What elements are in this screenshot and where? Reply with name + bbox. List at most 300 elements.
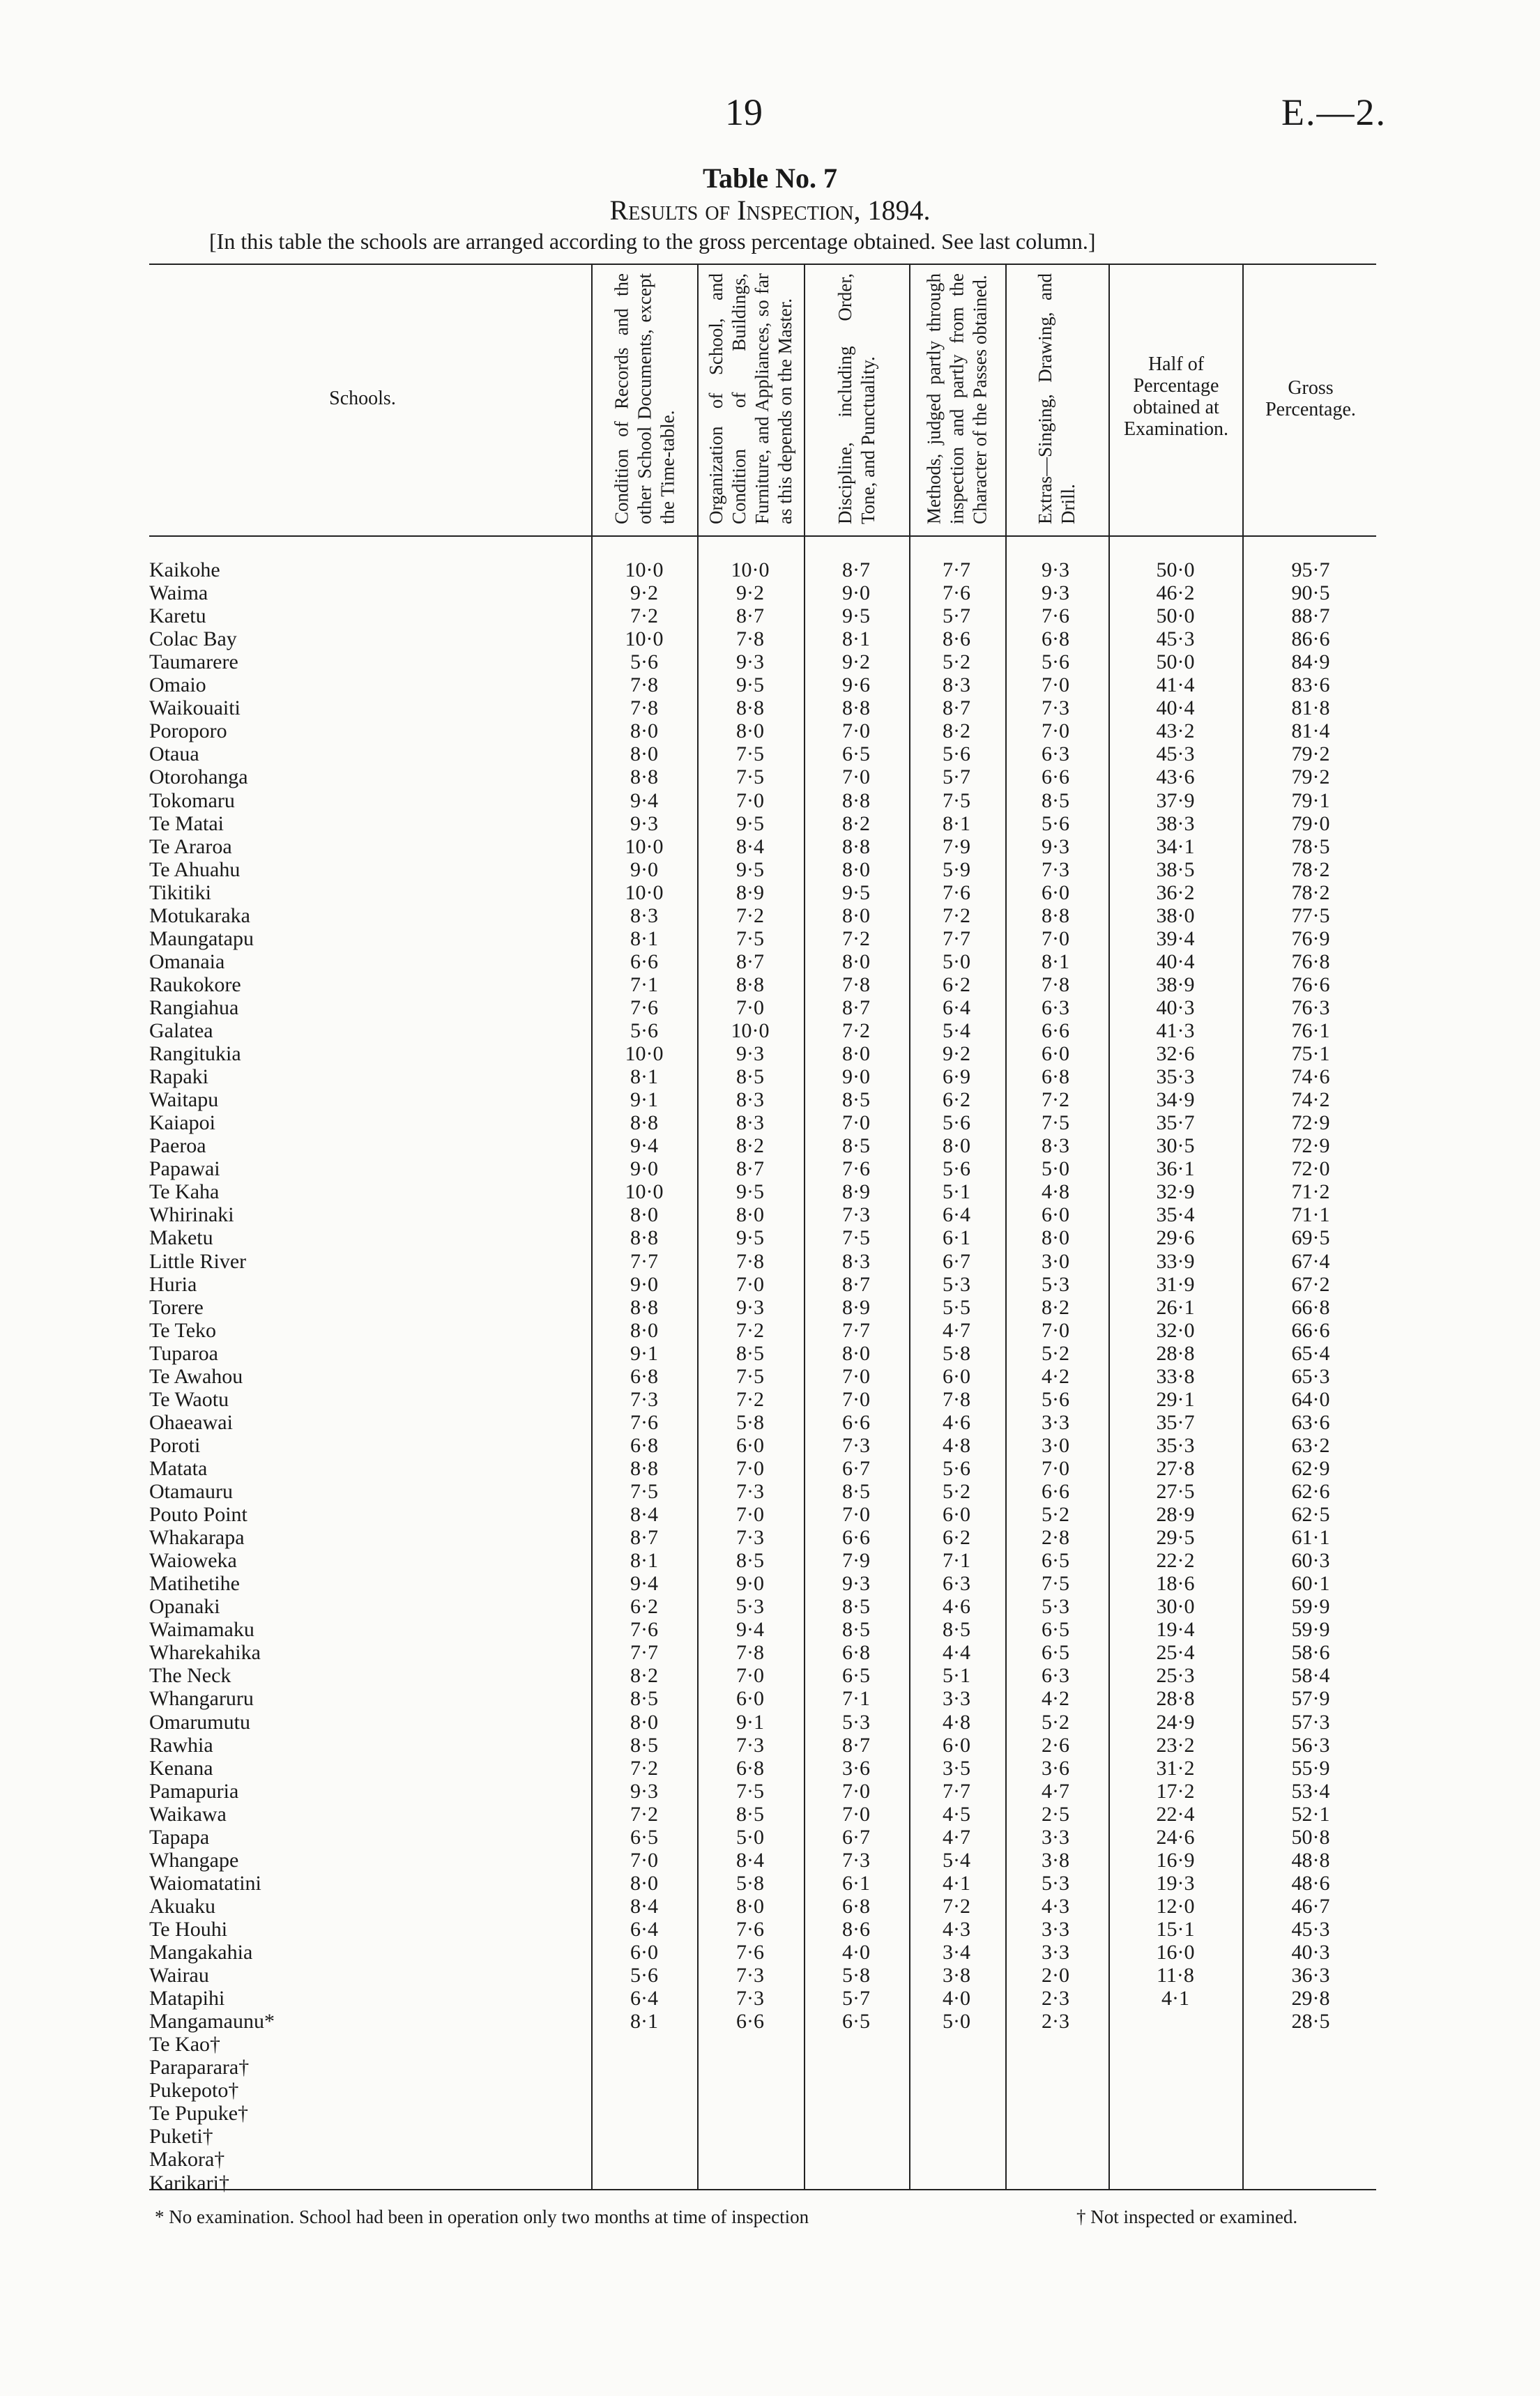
school-name: Te Houhi xyxy=(149,1917,228,1941)
score-cell: 7·0 xyxy=(1042,1456,1069,1480)
score-cell: 84·9 xyxy=(1291,650,1330,674)
score-cell: 8·0 xyxy=(630,1871,658,1895)
score-cell: 43·2 xyxy=(1156,719,1195,743)
score-cell: 25·3 xyxy=(1156,1664,1195,1688)
school-name: Wharekahika xyxy=(149,1641,261,1665)
score-cell: 8·7 xyxy=(842,995,870,1019)
score-cell: 29·5 xyxy=(1156,1526,1195,1550)
score-cell: 2·6 xyxy=(1042,1733,1069,1757)
score-cell: 6·5 xyxy=(842,1664,870,1688)
score-cell: 4·1 xyxy=(1161,1987,1189,2010)
score-cell: 12·0 xyxy=(1156,1894,1195,1918)
score-cell: 5·6 xyxy=(1042,811,1069,835)
school-name: Kenana xyxy=(149,1756,213,1780)
table-row xyxy=(0,1826,1540,1849)
score-cell: 8·2 xyxy=(736,1134,764,1158)
score-cell: 32·6 xyxy=(1156,1042,1195,1066)
score-cell: 38·0 xyxy=(1156,903,1195,927)
score-cell: 19·4 xyxy=(1156,1618,1195,1642)
score-cell: 8·0 xyxy=(943,1134,970,1158)
score-cell: 79·2 xyxy=(1291,765,1330,789)
score-cell: 7·2 xyxy=(736,1318,764,1342)
table-row xyxy=(0,1065,1540,1088)
score-cell: 5·6 xyxy=(1042,650,1069,674)
score-cell: 6·0 xyxy=(943,1364,970,1388)
table-row xyxy=(0,1365,1540,1388)
table-row xyxy=(0,1019,1540,1042)
score-cell: 8·4 xyxy=(630,1503,658,1527)
score-cell: 38·5 xyxy=(1156,857,1195,881)
table-row xyxy=(0,581,1540,604)
score-cell: 24·6 xyxy=(1156,1825,1195,1849)
table-row xyxy=(0,2079,1540,2102)
score-cell: 4·6 xyxy=(943,1410,970,1434)
school-name: Whakarapa xyxy=(149,1526,245,1550)
score-cell: 6·4 xyxy=(630,1987,658,2010)
score-cell: 8·2 xyxy=(1042,1295,1069,1319)
score-cell: 3·3 xyxy=(943,1687,970,1711)
score-cell: 6·2 xyxy=(943,1088,970,1112)
score-cell: 7·6 xyxy=(736,1941,764,1964)
table-row xyxy=(0,2033,1540,2056)
score-cell: 3·3 xyxy=(1042,1917,1069,1941)
school-name: Rangiahua xyxy=(149,995,239,1019)
score-cell: 7·8 xyxy=(842,972,870,996)
score-cell: 8·9 xyxy=(842,1295,870,1319)
score-cell: 7·5 xyxy=(736,765,764,789)
table-row xyxy=(0,1641,1540,1664)
score-cell: 3·6 xyxy=(842,1756,870,1780)
score-cell: 2·8 xyxy=(1042,1526,1069,1550)
score-cell: 3·6 xyxy=(1042,1756,1069,1780)
school-name: Waikouaiti xyxy=(149,696,241,720)
score-cell: 4·1 xyxy=(943,1871,970,1895)
score-cell: 95·7 xyxy=(1291,558,1330,581)
table-row xyxy=(0,1342,1540,1365)
score-cell: 71·1 xyxy=(1291,1203,1330,1227)
score-cell: 2·3 xyxy=(1042,2010,1069,2033)
table-row xyxy=(0,812,1540,835)
score-cell: 48·6 xyxy=(1291,1871,1330,1895)
score-cell: 7·0 xyxy=(842,1802,870,1826)
column-header-schools: Schools. xyxy=(329,388,396,409)
score-cell: 79·0 xyxy=(1291,811,1330,835)
score-cell: 33·8 xyxy=(1156,1364,1195,1388)
school-name: Tapapa xyxy=(149,1825,210,1849)
score-cell: 66·6 xyxy=(1291,1318,1330,1342)
score-cell: 6·6 xyxy=(842,1526,870,1550)
score-cell: 7·6 xyxy=(630,1618,658,1642)
table-row xyxy=(0,1780,1540,1803)
score-cell: 8·7 xyxy=(842,558,870,581)
score-cell: 5·6 xyxy=(943,1157,970,1181)
score-cell: 8·0 xyxy=(736,1894,764,1918)
score-cell: 30·5 xyxy=(1156,1134,1195,1158)
school-name: Wairau xyxy=(149,1964,209,1987)
score-cell: 6·0 xyxy=(1042,1203,1069,1227)
table-row xyxy=(0,1711,1540,1734)
score-cell: 6·6 xyxy=(842,1410,870,1434)
table-row xyxy=(0,2125,1540,2148)
school-name: Pouto Point xyxy=(149,1503,247,1527)
school-name: Matata xyxy=(149,1456,208,1480)
score-cell: 10·0 xyxy=(731,1019,770,1042)
table-row xyxy=(0,1618,1540,1641)
score-cell: 9·3 xyxy=(1042,581,1069,605)
series-code: E.—2. xyxy=(1281,91,1387,133)
score-cell: 8·8 xyxy=(630,1111,658,1135)
school-name: Mangamaunu* xyxy=(149,2010,275,2033)
score-cell: 6·4 xyxy=(630,1917,658,1941)
score-cell: 9·4 xyxy=(630,788,658,812)
score-cell: 7·2 xyxy=(630,604,658,628)
score-cell: 2·3 xyxy=(1042,1987,1069,2010)
score-cell: 62·5 xyxy=(1291,1503,1330,1527)
score-cell: 31·9 xyxy=(1156,1272,1195,1296)
score-cell: 2·0 xyxy=(1042,1964,1069,1987)
score-cell: 8·8 xyxy=(630,1295,658,1319)
school-name: Torere xyxy=(149,1295,204,1319)
score-cell: 6·5 xyxy=(1042,1641,1069,1665)
column-header-extras: Extras—Singing, Drawing, and Drill. xyxy=(1035,273,1078,524)
score-cell: 5·0 xyxy=(1042,1157,1069,1181)
table-row xyxy=(0,673,1540,696)
school-name: Papawai xyxy=(149,1157,220,1181)
score-cell: 9·5 xyxy=(736,673,764,697)
score-cell: 6·0 xyxy=(1042,880,1069,904)
score-cell: 10·0 xyxy=(625,834,664,858)
score-cell: 8·3 xyxy=(943,673,970,697)
table-row xyxy=(0,1964,1540,1987)
table-row xyxy=(0,1687,1540,1710)
school-name: Otamauru xyxy=(149,1480,233,1503)
score-cell: 76·3 xyxy=(1291,995,1330,1019)
score-cell: 74·6 xyxy=(1291,1065,1330,1089)
score-cell: 9·4 xyxy=(630,1134,658,1158)
table-row xyxy=(0,2010,1540,2033)
table-row xyxy=(0,904,1540,927)
score-cell: 4·2 xyxy=(1042,1364,1069,1388)
score-cell: 7·5 xyxy=(842,1226,870,1250)
score-cell: 6·2 xyxy=(630,1595,658,1619)
score-cell: 9·2 xyxy=(736,581,764,605)
score-cell: 8·9 xyxy=(842,1180,870,1204)
score-cell: 78·2 xyxy=(1291,880,1330,904)
school-name: Maketu xyxy=(149,1226,213,1250)
school-name: Paraparara† xyxy=(149,2056,250,2080)
score-cell: 7·0 xyxy=(736,1664,764,1688)
score-cell: 5·1 xyxy=(943,1180,970,1204)
school-name: Huria xyxy=(149,1272,197,1296)
score-cell: 6·8 xyxy=(736,1756,764,1780)
score-cell: 57·3 xyxy=(1291,1710,1330,1734)
score-cell: 11·8 xyxy=(1157,1964,1194,1987)
score-cell: 9·0 xyxy=(630,857,658,881)
school-name: Akuaku xyxy=(149,1894,215,1918)
school-name: Matapihi xyxy=(149,1987,225,2010)
score-cell: 35·3 xyxy=(1156,1433,1195,1457)
score-cell: 32·0 xyxy=(1156,1318,1195,1342)
score-cell: 10·0 xyxy=(625,558,664,581)
score-cell: 6·5 xyxy=(842,2010,870,2033)
score-cell: 8·4 xyxy=(630,1894,658,1918)
score-cell: 6·3 xyxy=(1042,995,1069,1019)
score-cell: 5·3 xyxy=(1042,1595,1069,1619)
score-cell: 9·0 xyxy=(842,581,870,605)
score-cell: 9·6 xyxy=(842,673,870,697)
score-cell: 81·8 xyxy=(1291,696,1330,720)
score-cell: 4·8 xyxy=(943,1710,970,1734)
score-cell: 7·0 xyxy=(630,1848,658,1872)
table-row xyxy=(0,1895,1540,1918)
school-name: Te Matai xyxy=(149,811,224,835)
score-cell: 7·3 xyxy=(1042,696,1069,720)
score-cell: 9·2 xyxy=(842,650,870,674)
score-cell: 7·0 xyxy=(1042,719,1069,743)
school-name: Poroti xyxy=(149,1433,201,1457)
table-row xyxy=(0,2172,1540,2195)
score-cell: 9·2 xyxy=(630,581,658,605)
table-row xyxy=(0,858,1540,881)
score-cell: 7·5 xyxy=(736,1364,764,1388)
score-cell: 7·0 xyxy=(842,1779,870,1803)
score-cell: 8·5 xyxy=(842,1618,870,1642)
column-header-records: Condition of Records and the other School Documents, except the Time-table. xyxy=(611,273,678,524)
score-cell: 3·4 xyxy=(943,1941,970,1964)
footnote-no-examination: * No examination. School had been in operation only two months at time of inspection xyxy=(155,2206,809,2227)
score-cell: 2·5 xyxy=(1042,1802,1069,1826)
score-cell: 5·2 xyxy=(943,1480,970,1503)
score-cell: 45·3 xyxy=(1156,742,1195,766)
score-cell: 7·0 xyxy=(842,719,870,743)
score-cell: 4·7 xyxy=(943,1318,970,1342)
table-row xyxy=(0,1434,1540,1457)
score-cell: 8·0 xyxy=(842,1042,870,1066)
table-row xyxy=(0,696,1540,719)
score-cell: 59·9 xyxy=(1291,1595,1330,1619)
score-cell: 5·6 xyxy=(630,1019,658,1042)
table-note: [In this table the schools are arranged according to the gross percentage obtained. See last column.] xyxy=(209,229,1096,254)
table-row xyxy=(0,1388,1540,1411)
score-cell: 90·5 xyxy=(1291,581,1330,605)
score-cell: 8·7 xyxy=(736,1157,764,1181)
score-cell: 28·9 xyxy=(1156,1503,1195,1527)
score-cell: 7·0 xyxy=(1042,673,1069,697)
score-cell: 5·4 xyxy=(943,1848,970,1872)
score-cell: 75·1 xyxy=(1291,1042,1330,1066)
score-cell: 63·2 xyxy=(1291,1433,1330,1457)
score-cell: 8·5 xyxy=(630,1687,658,1711)
school-name: Maungatapu xyxy=(149,926,254,950)
score-cell: 8·5 xyxy=(736,1065,764,1089)
score-cell: 8·0 xyxy=(736,719,764,743)
score-cell: 6·3 xyxy=(943,1572,970,1596)
score-cell: 5·6 xyxy=(943,742,970,766)
score-cell: 29·6 xyxy=(1156,1226,1195,1250)
score-cell: 81·4 xyxy=(1291,719,1330,743)
school-name: Omaio xyxy=(149,673,206,697)
score-cell: 56·3 xyxy=(1291,1733,1330,1757)
score-cell: 50·0 xyxy=(1156,558,1195,581)
score-cell: 7·6 xyxy=(736,1917,764,1941)
score-cell: 62·9 xyxy=(1291,1456,1330,1480)
score-cell: 5·7 xyxy=(842,1987,870,2010)
score-cell: 10·0 xyxy=(625,1042,664,1066)
score-cell: 7·9 xyxy=(842,1549,870,1573)
school-name: Te Kaha xyxy=(149,1180,220,1204)
score-cell: 8·1 xyxy=(630,1065,658,1089)
score-cell: 60·1 xyxy=(1291,1572,1330,1596)
table-row xyxy=(0,765,1540,788)
school-name: Makora† xyxy=(149,2148,225,2172)
school-name: Kaiapoi xyxy=(149,1111,215,1135)
score-cell: 7·8 xyxy=(1042,972,1069,996)
score-cell: 8·2 xyxy=(630,1664,658,1688)
score-cell: 65·4 xyxy=(1291,1341,1330,1365)
score-cell: 60·3 xyxy=(1291,1549,1330,1573)
score-cell: 7·7 xyxy=(943,926,970,950)
score-cell: 76·6 xyxy=(1291,972,1330,996)
score-cell: 8·0 xyxy=(842,1341,870,1365)
score-cell: 7·0 xyxy=(842,1387,870,1411)
score-cell: 5·4 xyxy=(943,1019,970,1042)
score-cell: 5·3 xyxy=(943,1272,970,1296)
table-row xyxy=(0,1203,1540,1226)
score-cell: 5·2 xyxy=(1042,1341,1069,1365)
score-cell: 8·7 xyxy=(842,1272,870,1296)
score-cell: 7·8 xyxy=(736,1249,764,1273)
score-cell: 6·0 xyxy=(736,1433,764,1457)
score-cell: 8·1 xyxy=(630,1549,658,1573)
score-cell: 6·8 xyxy=(630,1364,658,1388)
score-cell: 72·9 xyxy=(1291,1134,1330,1158)
score-cell: 46·2 xyxy=(1156,581,1195,605)
score-cell: 7·8 xyxy=(943,1387,970,1411)
school-name: Rapaki xyxy=(149,1065,208,1089)
school-name: Omanaia xyxy=(149,949,225,973)
score-cell: 28·5 xyxy=(1291,2010,1330,2033)
school-name: Waiomatatini xyxy=(149,1871,261,1895)
score-cell: 30·0 xyxy=(1156,1595,1195,1619)
school-name: Otaua xyxy=(149,742,199,766)
school-name: Taumarere xyxy=(149,650,238,674)
footnote-not-inspected: † Not inspected or examined. xyxy=(1076,2206,1298,2227)
score-cell: 4·7 xyxy=(1042,1779,1069,1803)
score-cell: 7·8 xyxy=(630,696,658,720)
score-cell: 6·8 xyxy=(1042,1065,1069,1089)
score-cell: 50·0 xyxy=(1156,650,1195,674)
score-cell: 8·5 xyxy=(736,1341,764,1365)
score-cell: 9·3 xyxy=(842,1572,870,1596)
score-cell: 9·1 xyxy=(630,1088,658,1112)
score-cell: 7·1 xyxy=(943,1549,970,1573)
score-cell: 10·0 xyxy=(731,558,770,581)
score-cell: 7·2 xyxy=(1042,1088,1069,1112)
score-cell: 4·8 xyxy=(943,1433,970,1457)
score-cell: 33·9 xyxy=(1156,1249,1195,1273)
score-cell: 41·4 xyxy=(1156,673,1195,697)
score-cell: 7·2 xyxy=(943,903,970,927)
score-cell: 8·0 xyxy=(630,1203,658,1227)
score-cell: 5·9 xyxy=(943,857,970,881)
score-cell: 9·5 xyxy=(842,880,870,904)
score-cell: 9·3 xyxy=(736,650,764,674)
score-cell: 7·3 xyxy=(630,1387,658,1411)
score-cell: 6·6 xyxy=(1042,1480,1069,1503)
school-name: Te Waotu xyxy=(149,1387,229,1411)
score-cell: 50·8 xyxy=(1291,1825,1330,1849)
score-cell: 16·9 xyxy=(1156,1848,1195,1872)
table-row xyxy=(0,1595,1540,1618)
score-cell: 67·4 xyxy=(1291,1249,1330,1273)
score-cell: 7·5 xyxy=(1042,1572,1069,1596)
score-cell: 6·0 xyxy=(630,1941,658,1964)
score-cell: 7·0 xyxy=(736,788,764,812)
score-cell: 7·5 xyxy=(943,788,970,812)
score-cell: 78·5 xyxy=(1291,834,1330,858)
score-cell: 8·0 xyxy=(842,949,870,973)
score-cell: 9·5 xyxy=(842,604,870,628)
score-cell: 8·0 xyxy=(630,1710,658,1734)
score-cell: 8·2 xyxy=(943,719,970,743)
score-cell: 36·1 xyxy=(1156,1157,1195,1181)
score-cell: 64·0 xyxy=(1291,1387,1330,1411)
score-cell: 9·0 xyxy=(842,1065,870,1089)
score-cell: 7·6 xyxy=(842,1157,870,1181)
score-cell: 6·5 xyxy=(630,1825,658,1849)
score-cell: 8·1 xyxy=(630,926,658,950)
score-cell: 3·0 xyxy=(1042,1249,1069,1273)
table-row xyxy=(0,789,1540,812)
score-cell: 9·3 xyxy=(1042,558,1069,581)
table-row xyxy=(0,650,1540,673)
score-cell: 4·0 xyxy=(842,1941,870,1964)
table-row xyxy=(0,996,1540,1019)
score-cell: 7·0 xyxy=(1042,1318,1069,1342)
score-cell: 22·4 xyxy=(1156,1802,1195,1826)
school-name: Te Teko xyxy=(149,1318,217,1342)
score-cell: 8·1 xyxy=(1042,949,1069,973)
score-cell: 7·2 xyxy=(842,926,870,950)
score-cell: 4·4 xyxy=(943,1641,970,1665)
table-row xyxy=(0,927,1540,950)
score-cell: 8·5 xyxy=(842,1595,870,1619)
table-row xyxy=(0,1111,1540,1134)
score-cell: 58·6 xyxy=(1291,1641,1330,1665)
score-cell: 6·3 xyxy=(1042,742,1069,766)
score-cell: 8·0 xyxy=(630,742,658,766)
score-cell: 8·0 xyxy=(842,857,870,881)
school-name: Little River xyxy=(149,1249,247,1273)
score-cell: 36·3 xyxy=(1291,1964,1330,1987)
score-cell: 9·5 xyxy=(736,1226,764,1250)
score-cell: 22·2 xyxy=(1156,1549,1195,1573)
table-row xyxy=(0,1664,1540,1687)
score-cell: 4·3 xyxy=(1042,1894,1069,1918)
table-row xyxy=(0,2102,1540,2125)
score-cell: 3·3 xyxy=(1042,1825,1069,1849)
score-cell: 6·8 xyxy=(1042,627,1069,651)
score-cell: 6·4 xyxy=(943,1203,970,1227)
score-cell: 9·0 xyxy=(736,1572,764,1596)
score-cell: 6·0 xyxy=(1042,1042,1069,1066)
score-cell: 8·5 xyxy=(630,1733,658,1757)
school-name: Poroporo xyxy=(149,719,227,743)
score-cell: 9·3 xyxy=(630,1779,658,1803)
score-cell: 74·2 xyxy=(1291,1088,1330,1112)
score-cell: 3·8 xyxy=(1042,1848,1069,1872)
school-name: Rawhia xyxy=(149,1733,213,1757)
